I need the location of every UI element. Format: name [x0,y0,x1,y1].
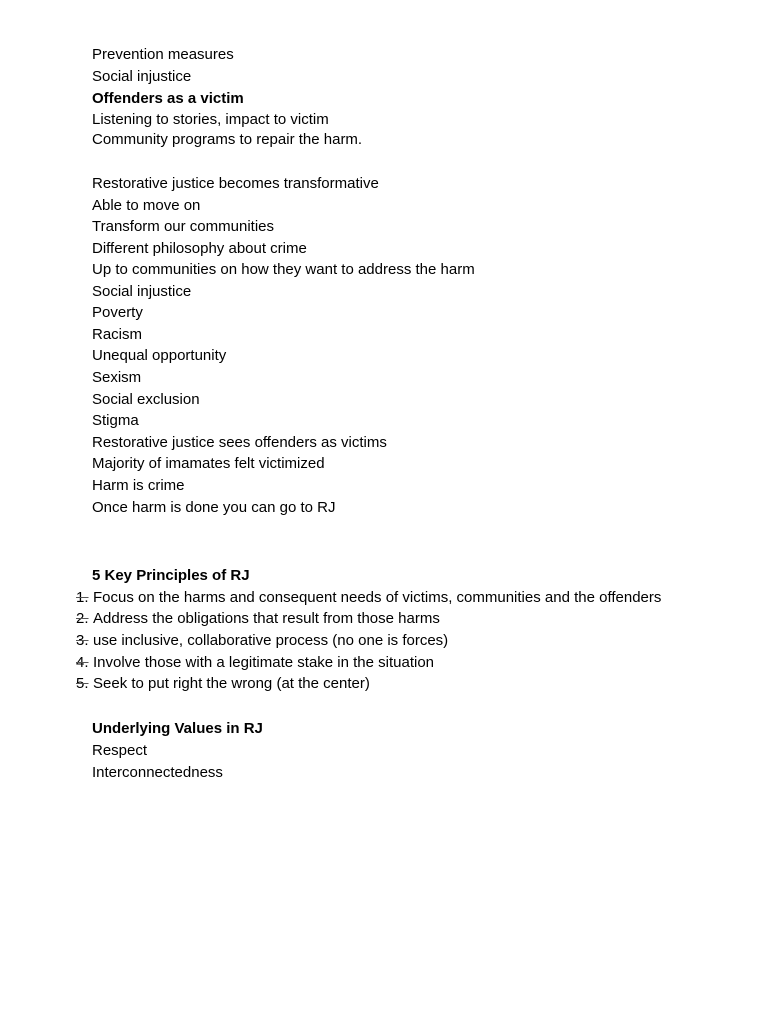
text-line: Respect [92,742,148,759]
text-line: Interconnectedness [92,764,223,781]
list-number: 4. [76,654,89,671]
text-line: Once harm is done you can go to RJ [92,499,336,516]
text-line: Able to move on [92,197,201,214]
text-line: Social exclusion [92,391,200,408]
list-number: 1. [76,589,89,606]
text-line: Social injustice [92,283,192,300]
principles-heading: 5 Key Principles of RJ [92,567,250,584]
text-line: Listening to stories, impact to victim [92,111,329,128]
values-heading: Underlying Values in RJ [92,720,263,737]
text-line: Unequal opportunity [92,347,227,364]
text-line: Harm is crime [92,477,185,494]
text-line: Majority of imamates felt victimized [92,455,325,472]
text-line: Community programs to repair the harm. [92,131,363,148]
text-line: Social injustice [92,68,192,85]
list-number: 2. [76,610,89,627]
text-line: Restorative justice sees offenders as victims [92,434,387,451]
list-number: 5. [76,675,89,692]
text-line: Racism [92,326,143,343]
list-item: Seek to put right the wrong (at the center) [93,675,370,692]
text-line: Different philosophy about crime [92,240,307,257]
text-line: Stigma [92,412,139,429]
list-item: use inclusive, collaborative process (no one is forces) [93,632,449,649]
text-line: Poverty [92,304,143,321]
text-line: Up to communities on how they want to address the harm [92,261,475,278]
text-line: Transform our communities [92,218,274,235]
list-item: Involve those with a legitimate stake in the situation [93,654,435,671]
list-item: Focus on the harms and consequent needs of victims, communities and the offenders [93,589,662,606]
section-heading: Offenders as a victim [92,90,244,107]
text-line: Restorative justice becomes transformative [92,175,379,192]
text-line: Prevention measures [92,46,234,63]
list-number: 3. [76,632,89,649]
list-item: Address the obligations that result from those harms [93,610,440,627]
text-line: Sexism [92,369,142,386]
